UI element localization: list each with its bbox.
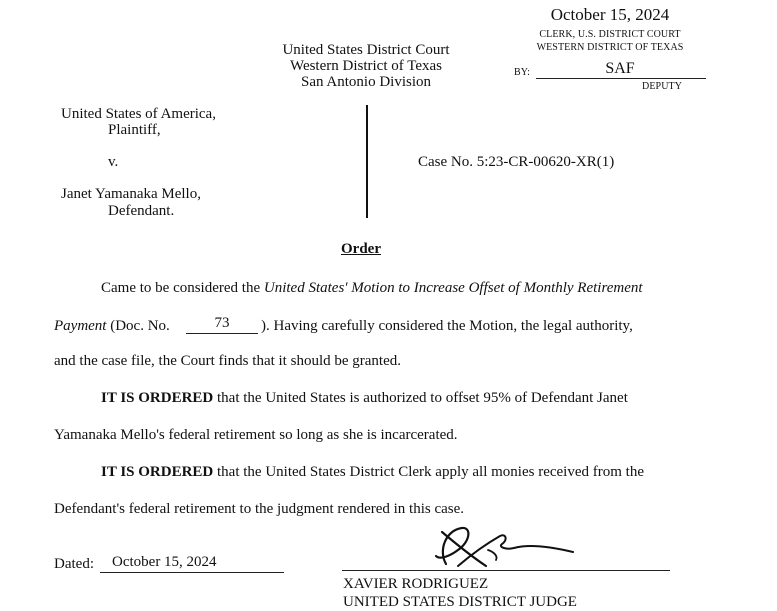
signature-line [342, 570, 670, 571]
judge-signature [428, 520, 578, 572]
p2-line1 [101, 389, 628, 407]
p2-ordered: IT IS ORDERED [101, 390, 214, 406]
motion-title-part1: United States' Motion to Increase Offset of Monthly Retirement [263, 280, 643, 296]
motion-title-part2: Payment [54, 318, 107, 334]
dated-line [100, 572, 284, 573]
judge-title: UNITED STATES DISTRICT JUDGE [343, 594, 577, 610]
doc-number: 73 [214, 315, 230, 331]
p1-line2 [54, 317, 170, 335]
p3-line2: Defendant's federal retirement to the judgment rendered in this case. [54, 501, 465, 517]
defendant-name: Janet Yamanaka Mello, [61, 186, 201, 202]
court-division: San Antonio Division [300, 74, 431, 90]
doc-number-line [186, 333, 258, 334]
plaintiff-role: Plaintiff, [108, 122, 161, 138]
p3-ordered: IT IS ORDERED [101, 464, 214, 480]
clerk-line-2: WESTERN DISTRICT OF TEXAS [536, 42, 684, 53]
p3-line1 [101, 463, 644, 481]
court-district: Western District of Texas [289, 58, 442, 74]
p2-text: that the United States is authorized to offset 95% of Defendant Janet [213, 390, 628, 406]
p1-line3: and the case file, the Court finds that it should be granted. [54, 353, 401, 369]
p1-intro: Came to be considered the [101, 280, 264, 296]
deputy-label: DEPUTY [642, 81, 683, 92]
by-signature-line [536, 78, 706, 79]
judge-name: XAVIER RODRIGUEZ [343, 576, 489, 592]
p1-after-doc: ). Having carefully considered the Motion, the legal authority, [261, 318, 633, 334]
p3-text: that the United States District Clerk apply all monies received from the [213, 464, 644, 480]
dated-value: October 15, 2024 [112, 554, 217, 570]
filed-date: October 15, 2024 [550, 5, 670, 24]
defendant-role: Defendant. [108, 203, 175, 219]
p1-line1 [101, 279, 643, 297]
order-title: Order [341, 241, 381, 257]
plaintiff-name: United States of America, [61, 106, 216, 122]
clerk-line-1: CLERK, U.S. DISTRICT COURT [539, 29, 681, 40]
doc-prefix: (Doc. No. [106, 318, 170, 334]
court-name: United States District Court [282, 42, 450, 58]
case-number: Case No. 5:23-CR-00620-XR(1) [418, 154, 615, 170]
p2-line2: Yamanaka Mello's federal retirement so long as she is incarcerated. [54, 427, 458, 443]
caption-divider [366, 105, 368, 218]
by-label: BY: [514, 67, 531, 78]
dated-label: Dated: [54, 556, 94, 572]
versus: v. [108, 154, 119, 170]
deputy-initials: SAF [605, 60, 635, 77]
